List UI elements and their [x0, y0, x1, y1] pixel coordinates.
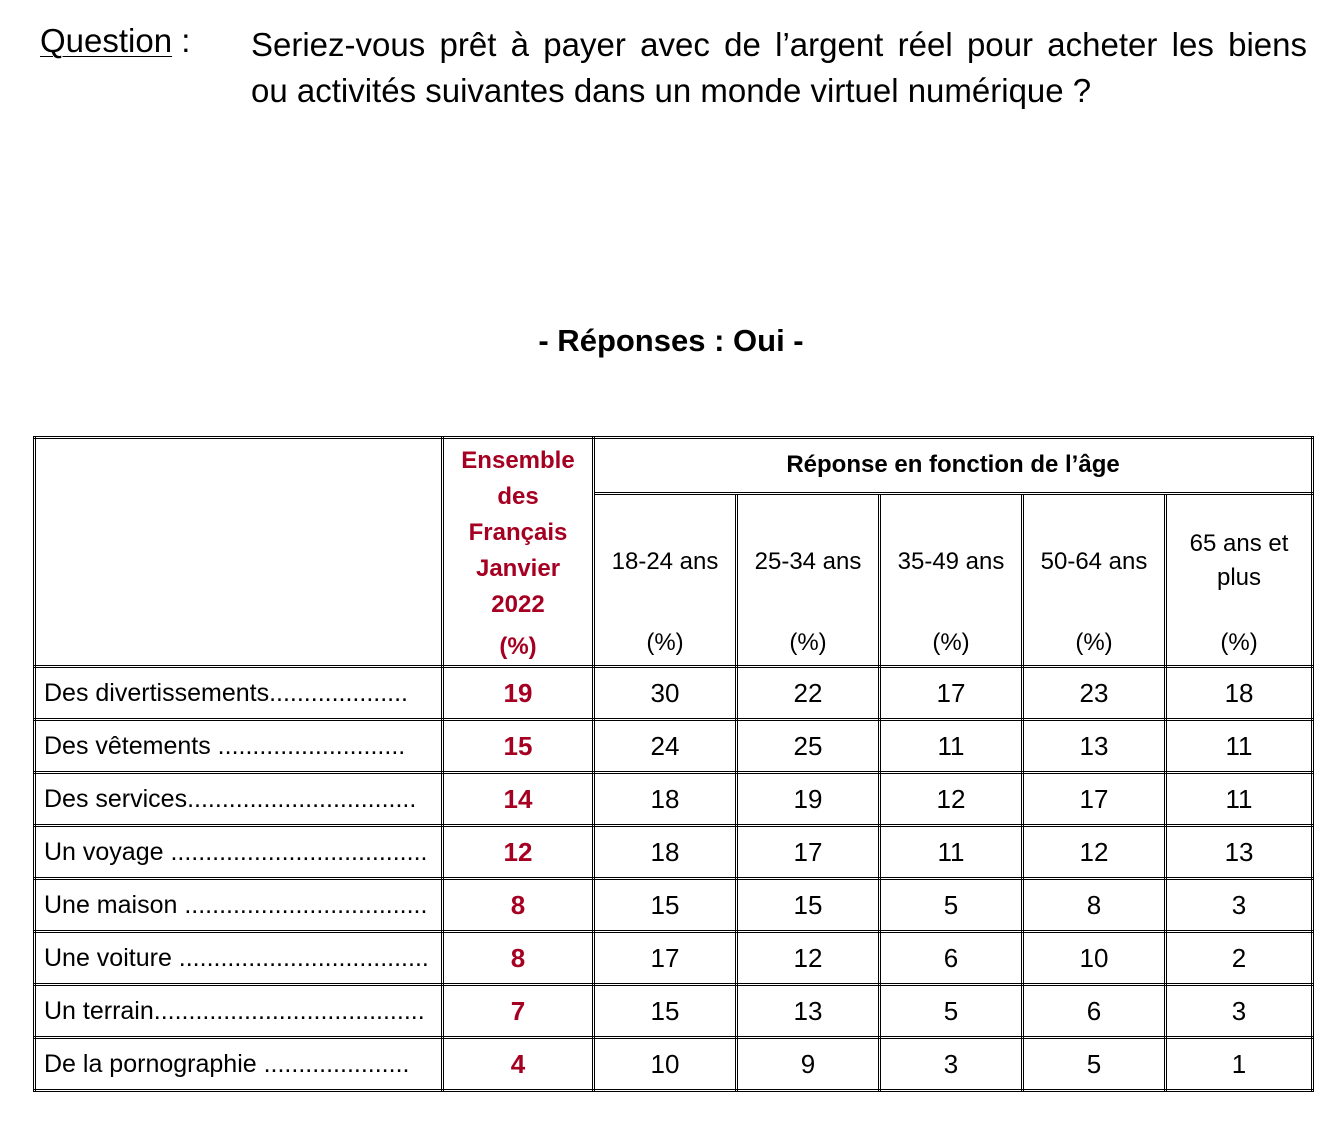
table-row [35, 773, 1313, 826]
row-item-label: De la pornographie ..................... [35, 1038, 443, 1091]
row-ensemble-value: 19 [443, 667, 594, 720]
row-age-value: 17 [737, 826, 880, 879]
row-age-value: 11 [880, 720, 1023, 773]
ensemble-header-line: Ensemble [461, 447, 575, 474]
row-age-value: 11 [880, 826, 1023, 879]
row-ensemble-value: 8 [443, 932, 594, 985]
row-item-label: Des vêtements ........................... [35, 720, 443, 773]
table-row [35, 1038, 1313, 1091]
row-age-value: 22 [737, 667, 880, 720]
row-age-value: 18 [594, 773, 737, 826]
row-age-value: 11 [1166, 720, 1313, 773]
row-age-value: 23 [1023, 667, 1166, 720]
age-column-unit: (%) [1075, 629, 1113, 656]
age-column-label: 25-34 ans [754, 547, 862, 575]
age-group-header: Réponse en fonction de l’âge [594, 438, 1313, 494]
table-row [35, 720, 1313, 773]
age-column-label-line: 65 ans et [1189, 529, 1289, 557]
row-age-value: 17 [594, 932, 737, 985]
row-age-value: 15 [594, 879, 737, 932]
age-column-header [1023, 493, 1166, 666]
question-line-1: Seriez-vous prêt à payer avec de l’argent réel pour acheter les biens [251, 26, 1307, 63]
row-age-value: 6 [1023, 985, 1166, 1038]
row-age-value: 17 [1023, 773, 1166, 826]
row-item-label: Des services................................. [35, 773, 443, 826]
row-ensemble-value: 7 [443, 985, 594, 1038]
age-column-header [594, 493, 737, 666]
row-age-value: 5 [1023, 1038, 1166, 1091]
row-age-value: 18 [594, 826, 737, 879]
row-age-value: 13 [737, 985, 880, 1038]
row-age-value: 18 [1166, 667, 1313, 720]
row-age-value: 2 [1166, 932, 1313, 985]
age-column-label: 18-24 ans [611, 547, 719, 575]
table-row [35, 879, 1313, 932]
header-empty-cell [35, 438, 443, 667]
row-age-value: 15 [594, 985, 737, 1038]
row-item-label: Un voyage ..................................... [35, 826, 443, 879]
row-item-label: Des divertissements.................... [35, 667, 443, 720]
row-ensemble-value: 4 [443, 1038, 594, 1091]
age-column-unit: (%) [932, 629, 970, 656]
age-column-unit: (%) [789, 629, 827, 656]
row-age-value: 13 [1166, 826, 1313, 879]
ensemble-header-line: Français [468, 519, 568, 546]
age-column-header [1166, 493, 1313, 666]
section-title: - Réponses : Oui - [538, 323, 804, 358]
row-age-value: 19 [737, 773, 880, 826]
row-age-value: 1 [1166, 1038, 1313, 1091]
table-row [35, 667, 1313, 720]
row-age-value: 25 [737, 720, 880, 773]
row-age-value: 5 [880, 879, 1023, 932]
row-age-value: 15 [737, 879, 880, 932]
question-text [251, 22, 1307, 114]
row-age-value: 24 [594, 720, 737, 773]
age-column-label: 50-64 ans [1040, 547, 1148, 575]
row-age-value: 3 [1166, 879, 1313, 932]
row-ensemble-value: 15 [443, 720, 594, 773]
row-ensemble-value: 14 [443, 773, 594, 826]
table-row [35, 985, 1313, 1038]
row-ensemble-value: 8 [443, 879, 594, 932]
row-age-value: 3 [1166, 985, 1313, 1038]
table-header-row-1 [35, 438, 1313, 494]
question-label-separator: : [172, 22, 191, 59]
row-ensemble-value: 12 [443, 826, 594, 879]
row-item-label: Une voiture .................................... [35, 932, 443, 985]
ensemble-header-line: Janvier [475, 555, 561, 582]
ensemble-header-line: des [497, 483, 539, 510]
age-column-label [1167, 527, 1311, 595]
age-column-header [880, 493, 1023, 666]
age-column-header [737, 493, 880, 666]
row-age-value: 5 [880, 985, 1023, 1038]
row-age-value: 10 [1023, 932, 1166, 985]
age-column-label-line: plus [1217, 563, 1262, 591]
age-column-label: 35-49 ans [897, 547, 1005, 575]
row-age-value: 11 [1166, 773, 1313, 826]
ensemble-unit: (%) [499, 633, 537, 660]
row-age-value: 12 [737, 932, 880, 985]
ensemble-header-line: 2022 [491, 591, 545, 618]
row-age-value: 13 [1023, 720, 1166, 773]
age-column-unit: (%) [646, 629, 684, 656]
table-row [35, 826, 1313, 879]
row-age-value: 6 [880, 932, 1023, 985]
row-item-label: Un terrain....................................... [35, 985, 443, 1038]
row-age-value: 10 [594, 1038, 737, 1091]
row-age-value: 8 [1023, 879, 1166, 932]
row-age-value: 12 [880, 773, 1023, 826]
age-column-unit: (%) [1220, 629, 1258, 656]
ensemble-header [443, 438, 594, 667]
question-label-text: Question [40, 22, 173, 59]
row-age-value: 12 [1023, 826, 1166, 879]
row-age-value: 3 [880, 1038, 1023, 1091]
row-age-value: 30 [594, 667, 737, 720]
results-table [33, 436, 1314, 1092]
row-item-label: Une maison ................................... [35, 879, 443, 932]
table-row [35, 932, 1313, 985]
table-body [35, 667, 1313, 1091]
row-age-value: 9 [737, 1038, 880, 1091]
question-label [40, 22, 190, 60]
row-age-value: 17 [880, 667, 1023, 720]
question-line-2: ou activités suivantes dans un monde virtuel numérique ? [251, 72, 1092, 109]
